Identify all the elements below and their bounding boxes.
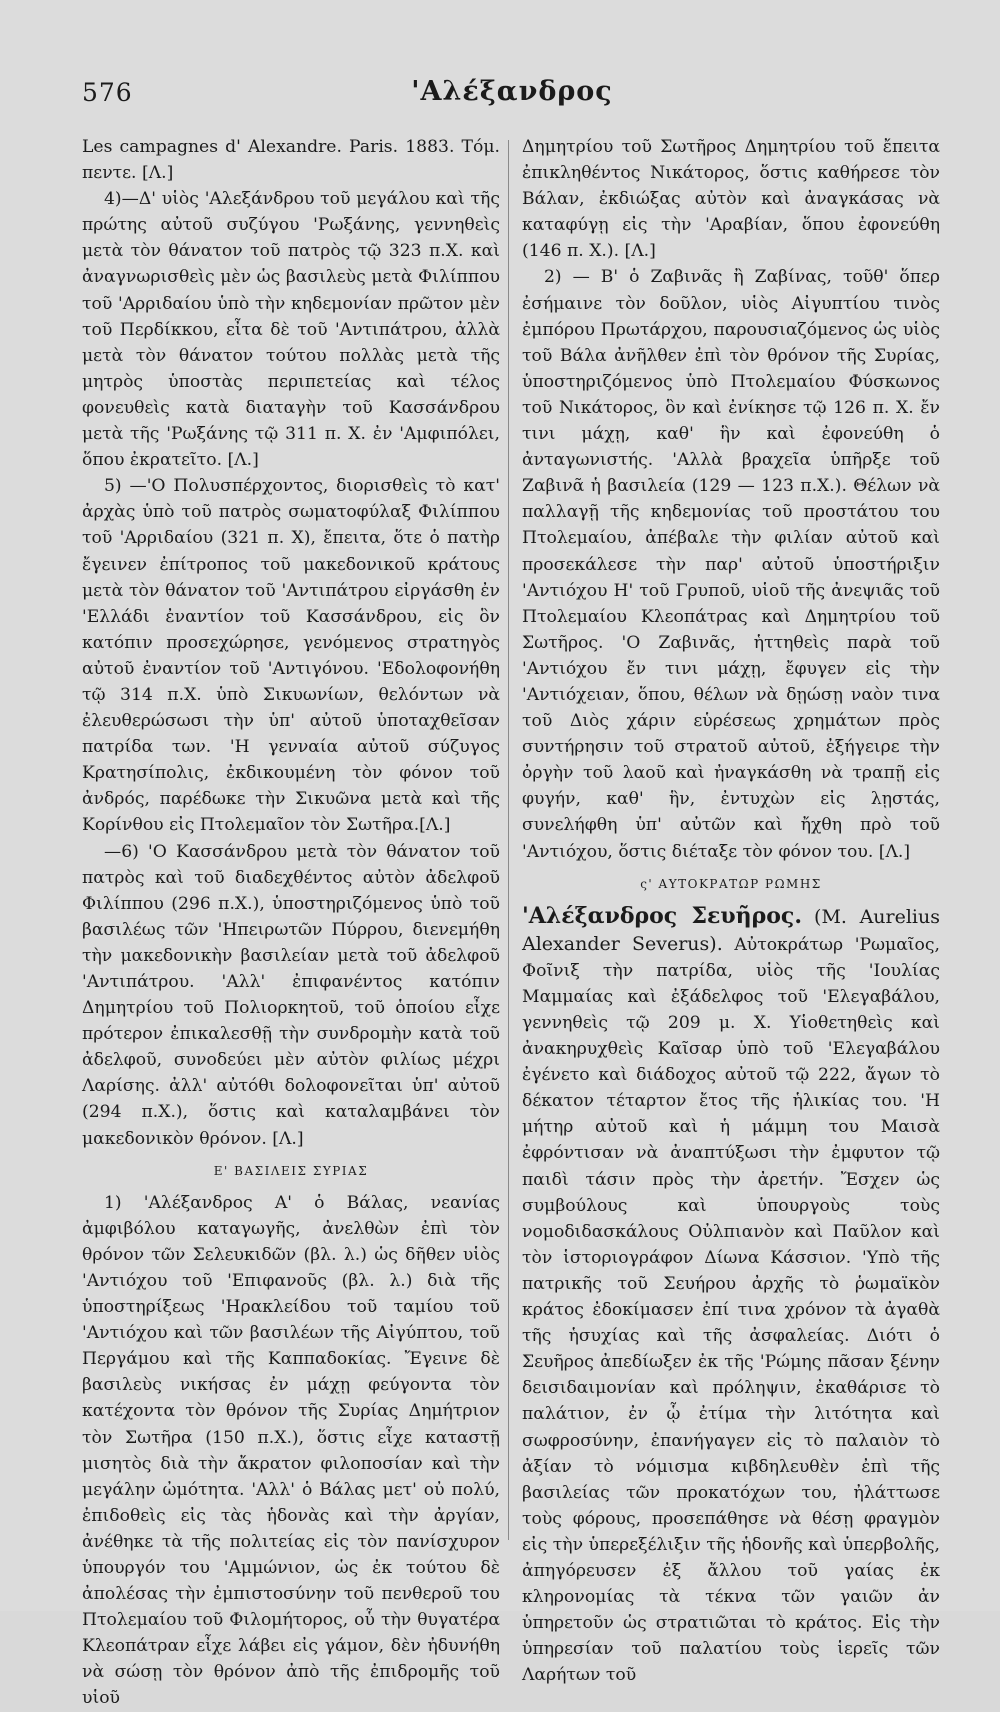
left-column	[82, 134, 500, 1709]
right-column	[522, 134, 940, 1686]
continuation-paragraph: Δημητρίου τοῦ Σωτῆρος Δημητρίου τοῦ ἔπειτα ἐπικληθέντος Νικάτορος, ὅστις καθήρεσε τὸν Βάλαν, ἐκδιώξας αὐτὸν καὶ ἀναγκάσας νὰ καταφύγῃ εἰς τὴν 'Αραβίαν, ὅπου ἐφονεύθη (146 π. Χ.). [Λ.]	[522, 137, 940, 262]
entry-headword: 'Αλέξανδρος Σευῆρος.	[522, 902, 802, 929]
page-number: 576	[82, 78, 133, 107]
entry-paragraph-5: 5) —'Ο Πολυσπέρχοντος, διορισθεὶς τὸ κατ' ἀρχὰς ὑπὸ τοῦ πατρὸς σωματοφύλαξ Φιλίππου τοῦ 'Αρριδαίου (321 π. Χ), ἔπειτα, ὅτε ὁ πατὴρ ἔγεινεν ἐπίτροπος τοῦ μακεδονικοῦ κράτους μετὰ τὸν θάνατον τοῦ 'Αντιπάτρου εἰργάσθη ἐν 'Ελλάδι ἐναντίον τοῦ Κασσάνδρου, εἰς ὃν κατόπιν προσεχώρησε, γενόμενος στρατηγὸς αὐτοῦ ἐναντίον τοῦ 'Αντιγόνου. 'Εδολοφονήθη τῷ 314 π.Χ. ὑπὸ Σικυωνίων, θελόντων νὰ ἐλευθερώσωσι τὴν ὑπ' αὐτοῦ ὑποταχθεῖσαν πατρίδα των. 'Η γενναία αὐτοῦ σύζυγος Κρατησίπολις, ἐκδικουμένη τὸν φόνον τοῦ ἀνδρός, παρέδωκε τὴν Σικυῶνα μετὰ καὶ τῆς Κορίνθου εἰς Πτολεμαῖον τὸν Σωτῆρα.[Λ.]	[82, 476, 500, 836]
section-heading-kings-of-syria: Ε' ΒΑΣΙΛΕΙΣ ΣΥΡΙΑΣ	[213, 1163, 369, 1178]
entry-paragraph-4: 4)—Δ' υἱὸς 'Αλεξάνδρου τοῦ μεγάλου καὶ τῆς πρώτης αὐτοῦ συζύγου 'Ρωξάνης, γεννηθεὶς μετὰ τὸν θάνατον τοῦ πατρὸς τῷ 323 π.Χ. καὶ ἀναγνωρισθεὶς μὲν ὡς βασιλεὺς μετὰ Φιλίππου τοῦ 'Αρριδαίου ὑπὸ τὴν κηδεμονίαν πρῶτον μὲν τοῦ Περδίκκου, εἶτα δὲ τοῦ 'Αντιπάτρου, ἀλλὰ μετὰ τὸν θάνατον τούτου πολλὰς μετὰ τῆς μητρὸς ὑποστὰς περιπετείας καὶ τέλος φονευθεὶς κατὰ διαταγὴν τοῦ Κασσάνδρου μετὰ τῆς 'Ρωξάνης τῷ 311 π. Χ. ἐν 'Αμφιπόλει, ὅπου ἐκρατεῖτο. [Λ.]	[82, 189, 500, 471]
running-title: 'Αλέξανδρος	[411, 76, 613, 107]
section-heading-emperor-of-rome: ς' ΑΥΤΟΚΡΑΤΩΡ ΡΩΜΗΣ	[640, 876, 822, 891]
entry-paragraph-syria-2: 2) — Β' ὁ Ζαβινᾶς ἢ Ζαβίνας, τοῦθ' ὅπερ ἐσήμαινε τὸν δοῦλον, υἱὸς Αἰγυπτίου τινὸς ἐμπόρου Πρωτάρχου, παρουσιαζόμενος ὡς υἱὸς τοῦ Βάλα ἀνῆλθεν ἐπὶ τὸν θρόνον τῆς Συρίας, ὑποστηριζόμενος ὑπὸ Πτολεμαίου Φύσκωνος τοῦ Νικάτορος, ὃν καὶ ἐνίκησε τῷ 126 π. Χ. ἔν τινι μάχῃ, καθ' ἣν καὶ ἐφονεύθη ὁ ἀνταγωνιστής. 'Αλλὰ βραχεῖα ὑπῆρξε τοῦ Ζαβινᾶ ἡ βασιλεία (129 — 123 π.Χ.). Θέλων νὰ παλλαγῇ τῆς κηδεμονίας τοῦ προστάτου του Πτολεμαίου, ἀπέβαλε τὴν φιλίαν αὐτοῦ καὶ προσεκάλεσε τὴν παρ' αὐτοῦ ὑποστήριξιν 'Αντιόχου Η' τοῦ Γρυποῦ, υἱοῦ τῆς ἀνεψιᾶς τοῦ Πτολεμαίου Κλεοπάτρας καὶ Δημητρίου τοῦ Σωτῆρος. 'Ο Ζαβινᾶς, ἡττηθεὶς παρὰ τοῦ 'Αντιόχου ἔν τινι μάχῃ, ἔφυγεν εἰς τὴν 'Αντιόχειαν, ὅπου, θέλων νὰ δῃώσῃ ναὸν τινα τοῦ Διὸς χάριν εὑρέσεως χρημάτων πρὸς συντήρησιν τοῦ στρατοῦ αὐτοῦ, ἐξήγειρε τὴν ὀργὴν τοῦ λαοῦ καὶ ἠναγκάσθη νὰ τραπῇ εἰς φυγήν, καθ' ἣν, ἐντυχὼν εἰς λῃστάς, συνελήφθη ὑπ' αὐτῶν καὶ ἤχθη πρὸ τοῦ 'Αντιόχου, ὅστις διέταξε τὸν φόνον του. [Λ.]	[522, 267, 940, 862]
entry-body: Αὐτοκράτωρ 'Ρωμαῖος, Φοῖνιξ τὴν πατρίδα, υἱὸς τῆς 'Ιουλίας Μαμμαίας καὶ ἐξάδελφος τοῦ 'Ελεγαβάλου, γεννηθεὶς τῷ 209 μ. Χ. Υἱοθετηθεὶς καὶ ἀνακηρυχθεὶς Καῖσαρ ὑπὸ τοῦ 'Ελεγαβάλου ἐγένετο καὶ διάδοχος αὐτοῦ τῷ 222, ἄγων τὸ δέκατον τέταρτον ἔτος τῆς ἡλικίας του. 'Η μήτηρ αὐτοῦ καὶ ἡ μάμμη του Μαισὰ ἐφρόντισαν νὰ ἀναπτύξωσι τὴν ἐμφυτον τῷ παιδὶ τάσιν πρὸς τὴν ἀρετήν. Ἔσχεν ὡς συμβούλους καὶ ὑπουργοὺς τοὺς νομοδιδασκάλους Οὐλπιανὸν καὶ Παῦλον καὶ τὸν ἱστοριογράφον Δίωνα Κάσσιον. 'Υπὸ τῆς πατρικῆς τοῦ Σευήρου ἀρχῆς τὸ ῥωμαϊκὸν κράτος ἐδοκίμασεν ἐπί τινα χρόνον τὰ ἀγαθὰ τῆς ἡσυχίας καὶ τῆς ἀσφαλείας. Διότι ὁ Σευῆρος ἀπεδίωξεν ἐκ τῆς 'Ρώμης πᾶσαν ξένην δεισιδαιμονίαν καὶ πρόληψιν, ἐκαθάρισε τὸ παλάτιον, ἐν ᾧ ἐτίμα τὴν λιτότητα καὶ σωφροσύνην, ἐπανήγαγεν εἰς τὸ παλαιὸν τὸ ἀξίαν τὸ νόμισμα κιβδηλευθὲν ἐπὶ τῆς βασιλείας τῶν προκατόχων του, ἠλάττωσε τοὺς φόρους, προσεπάθησε νὰ θέσῃ φραγμὸν εἰς τὴν ὑπερεξέλιξιν τῆς ἡδονῆς καὶ ὑπερβολῆς, ἀπηγόρευσεν ἐξ ἄλλου τοῦ γαίας ἐκ κληρονομίας τὰ τέκνα τῶν γαιῶν ἀν ὑπηρετοῦν ὡς στρατιῶται τὸ κράτος. Εἰς τὴν ὑπηρεσίαν τοῦ παλατίου τοὺς ἱερεῖς τῶν Λαρήτων τοῦ	[522, 934, 940, 1686]
entry-paragraph-severus	[522, 903, 940, 1689]
entry-latin-name: (M. Aurelius Alexander Severus).	[522, 905, 940, 955]
column-divider	[508, 140, 509, 1540]
entry-paragraph-6: —6) 'Ο Κασσάνδρου μετὰ τὸν θάνατον τοῦ πατρὸς καὶ τοῦ διαδεχθέντος αὐτὸν ἀδελφοῦ Φιλίππου (296 π.Χ.), ὑποστηριζόμενος ὑπὸ τοῦ βασιλέως τῶν 'Ηπειρωτῶν Πύρρου, διενεμήθη τὴν μακεδονικὴν βασιλείαν μετὰ τοῦ ἀδελφοῦ 'Αντιπάτρου. 'Αλλ' ἐπιφανέντος κατόπιν Δημητρίου τοῦ Πολιορκητοῦ, τοῦ ὁποίου εἶχε πρότερον ἐπικαλεσθῇ τὴν συνδρομὴν κατὰ τοῦ ἀδελφοῦ, συνοδεύει μὲν αὐτὸν φιλίως μέχρι Λαρίσης. ἀλλ' αὐτόθι δολοφονεῖται ὑπ' αὐτοῦ (294 π.Χ.), ὅστις καὶ καταλαμβάνει τὸν μακεδονικὸν θρόνον. [Λ.]	[82, 841, 500, 1149]
page-header	[82, 72, 942, 112]
entry-paragraph-syria-1: 1) 'Αλέξανδρος Α' ὁ Βάλας, νεανίας ἀμφιβόλου καταγωγῆς, ἀνελθὼν ἐπὶ τὸν θρόνον τῶν Σελευκιδῶν (βλ. λ.) ὡς δῆθεν υἱὸς 'Αντιόχου τοῦ 'Επιφανοῦς (βλ. λ.) διὰ τῆς ὑποστηρίξεως 'Ηρακλείδου τοῦ ταμίου τοῦ 'Αντιόχου καὶ τῶν βασιλέων τῆς Αἰγύπτου, τοῦ Περγάμου καὶ τῆς Καππαδοκίας. Ἔγεινε δὲ βασιλεὺς νικήσας ἐν μάχῃ φεύγοντα τὸν κατέχοντα τὸν θρόνον τῆς Συρίας Δημήτριον τὸν Σωτῆρα (150 π.Χ.), ὅστις εἶχε καταστῇ μισητὸς διὰ τὴν ἄκρατον φιλοποσίαν καὶ τὴν μεγάλην ὠμότητα. 'Αλλ' ὁ Βάλας μετ' οὐ πολύ, ἐπιδοθεὶς εἰς τὰς ἡδονὰς καὶ τὴν ἀργίαν, ἀνέθηκε τὰ τῆς πολιτείας εἰς τὸν πανίσχυρον ὑπουργόν του 'Αμμώνιον, ὡς ἐκ τούτου δὲ ἀπολέσας τὴν ἐμπιστοσύνην τοῦ πενθεροῦ του Πτολεμαίου τοῦ Φιλομήτορος, οὗ τὴν θυγατέρα Κλεοπάτραν εἶχε λάβει εἰς γάμον, δὲν ἠδυνήθη νὰ σώσῃ τὸν θρόνον ἀπὸ τῆς ἐπιδρομῆς τοῦ υἱοῦ	[82, 1192, 500, 1709]
bibliography-paragraph: Les campagnes d' Alexandre. Paris. 1883. Τόμ. πεντε. [Λ.]	[82, 137, 500, 184]
